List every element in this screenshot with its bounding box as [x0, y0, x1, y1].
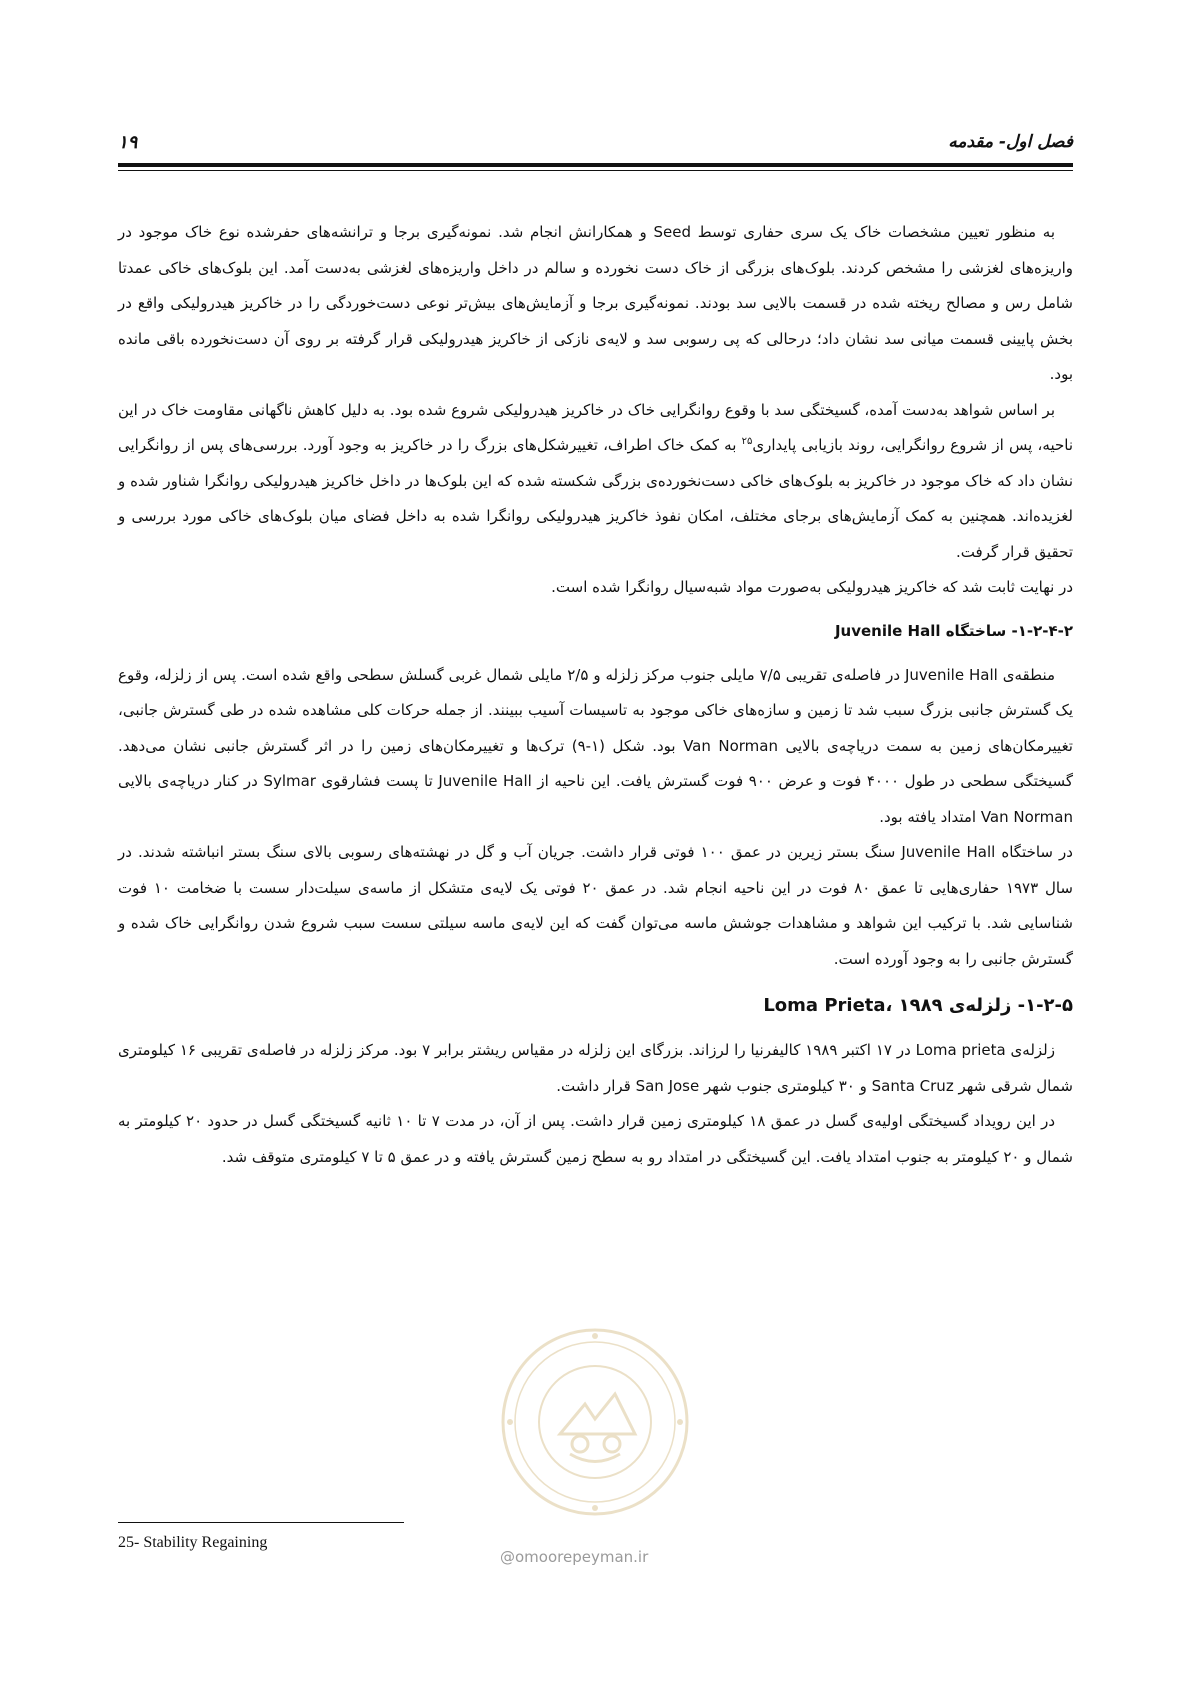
watermark-seal-icon — [490, 1324, 700, 1520]
section-heading-juvenile-hall: ۱-۲-۴-۲- ساختگاه Juvenile Hall — [834, 621, 1073, 640]
paragraph-juvenile-hall-spread: منطقه‌ی Juvenile Hall در فاصله‌ی تقریبی ۷/۵ مایلی جنوب مرکز زلزله و ۲/۵ مایلی شمال غربی گسلش سطحی واقع شده است. پس از زلزله، وقوع یک گسترش جانبی بزرگ سبب شد تا زمین و سازه‌های خاکی موجود به تاسیسات آسیب ببینند. از جمله حرکات کلی مشاهده شده در طی گسترش جانبی، تغییرمکان‌های زمین به سمت دریاچه‌ی بالایی Van Norman بود. شکل (۱-۹) ترک‌ها و تغییرمکان‌های زمین را در اثر گسترش جانبی نشان می‌دهد. گسیختگی سطحی در طول ۴۰۰۰ فوت و عرض ۹۰۰ فوت گسترش یافت. این ناحیه از Juvenile Hall تا پست فشارقوی Sylmar در کنار دریاچه‌ی بالایی Van Norman امتداد یافته بود. — [118, 665, 1074, 826]
footnote-ref-25: ۲۵ — [741, 436, 753, 447]
chapter-title: فصل اول- مقدمه — [948, 132, 1073, 152]
page-number: ۱۹ — [118, 132, 138, 153]
paragraph-dam-failure-part-a: بر اساس شواهد به‌دست آمده، گسیختگی سد با وقوع روانگرایی خاک در خاکریز هیدرولیکی شروع شده بود. به دلیل کاهش ناگهانی مقاومت خاک در این ناحیه، پس از شروع روانگرایی، روند بازیابی پایداری — [118, 400, 1073, 454]
watermark-url: @omoorepeyman.ir — [500, 1548, 649, 1566]
page-header — [118, 132, 1073, 162]
page-body — [118, 215, 1073, 1175]
paragraph-loma-prieta-rupture: در این رویداد گسیختگی اولیه‌ی گسل در عمق ۱۸ کیلومتری زمین قرار داشت. پس از آن، در مدت ۷ تا ۱۰ ثانیه گسیختگی گسل در حدود ۲۰ کیلومتر به شمال و ۲۰ کیلومتر به جنوب امتداد یافت. این گسیختگی در امتداد رو به سطح زمین گسترش یافته و در عمق ۵ تا ۷ کیلومتری متوقف شد. — [118, 1112, 1073, 1166]
section-heading-loma-prieta: ۱-۲-۵- زلزله‌ی Loma Prieta، ۱۹۸۹ — [763, 995, 1073, 1016]
paragraph-conclusion: در نهایت ثابت شد که خاکریز هیدرولیکی به‌صورت مواد شبه‌سیال روانگرا شده است. — [551, 578, 1073, 596]
paragraph-loma-prieta-intro: زلزله‌ی Loma prieta در ۱۷ اکتبر ۱۹۸۹ کالیفرنیا را لرزاند. بزرگای این زلزله در مقیاس ریشتر برابر ۷ بود. مرکز زلزله در فاصله‌ی تقریبی ۱۶ کیلومتری شمال شرقی شهر Santa Cruz و ۳۰ کیلومتری جنوب شهر San Jose قرار داشت. — [118, 1041, 1073, 1095]
footnote-separator — [118, 1522, 404, 1523]
paragraph-dam-failure-part-b: به کمک خاک اطراف، تغییرشکل‌های بزرگ را در خاکریز به وجود آورد. بررسی‌های پس از روانگرایی نشان داد که خاک موجود در خاکریز به بلوک‌های خاکی دست‌نخورده‌ی بزرگی شکسته شده که این بلوک‌ها در داخل خاکریز هیدرولیکی روانگرا شناور شده و لغزیده‌اند. همچنین به کمک آزمایش‌های برجای مختلف، امکان نفوذ خاکریز هیدرولیکی روانگرا شده به داخل فضای میان بلوک‌های خاکی مورد بررسی و تحقیق قرار گرفت. — [118, 436, 1073, 561]
paragraph-seed-sampling: به منظور تعیین مشخصات خاک یک سری حفاری توسط Seed و همکارانش انجام شد. نمونه‌گیری برجا و ترانشه‌های حفرشده نوع خاک موجود در واریزه‌های لغزشی را مشخص کردند. بلوک‌های بزرگی از خاک دست نخورده و سالم در داخل واریزه‌های لغزشی به‌دست آمد. این بلوک‌های خاکی عمدتا شامل رس و مصالح ریخته شده در قسمت بالایی سد بودند. نمونه‌گیری برجا و آزمایش‌های بیش‌تر نوعی دست‌خوردگی را در خاکریز هیدرولیکی واقع در بخش پایینی قسمت میانی سد نشان داد؛ درحالی که پی رسوبی سد و لایه‌ی نازکی از خاکریز هیدرولیکی قرار گرفته بر روی آن دست‌نخورده باقی مانده بود. — [118, 223, 1073, 383]
footnote-25: 25- Stability Regaining — [118, 1534, 268, 1551]
header-rule-thick — [118, 163, 1073, 167]
paragraph-dam-failure — [118, 393, 1073, 571]
header-rule-thin — [118, 170, 1073, 171]
paragraph-juvenile-hall-soil: در ساختگاه Juvenile Hall سنگ بستر زیرین در عمق ۱۰۰ فوتی قرار داشت. جریان آب و گل در نهشته‌های رسوبی بالای سنگ بستر انباشته شدند. در سال ۱۹۷۳ حفاری‌هایی تا عمق ۸۰ فوت در این ناحیه انجام شد. در عمق ۲۰ فوتی یک لایه‌ی متشکل از ماسه‌ی سیلت‌دار سست با ضخامت ۱۰ فوت شناسایی شد. با ترکیب این شواهد و مشاهدات جوشش ماسه می‌توان گفت که این لایه‌ی ماسه سیلتی سست سبب شروع شدن روانگرایی خاک شده و گسترش جانبی را به وجود آورده است. — [118, 843, 1074, 968]
